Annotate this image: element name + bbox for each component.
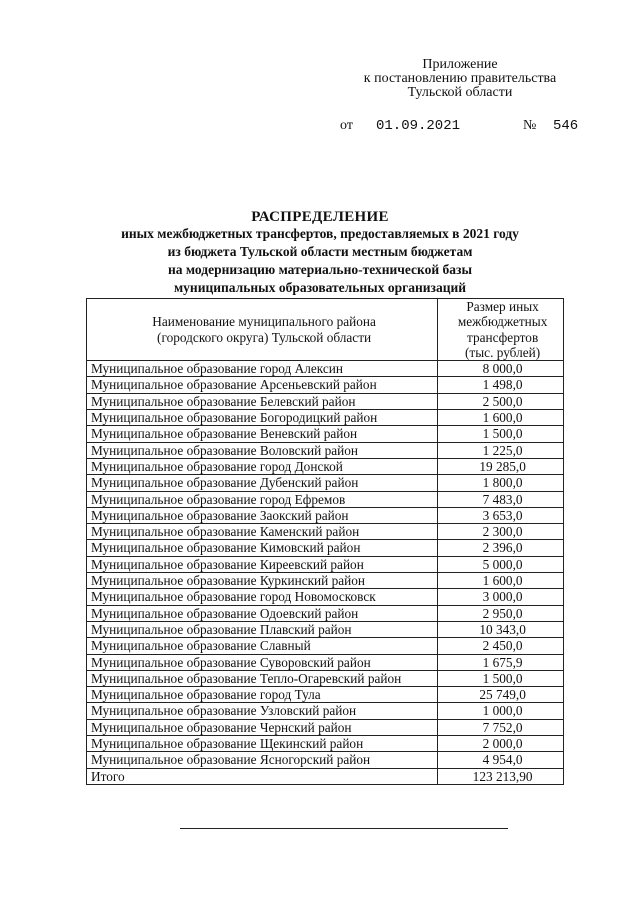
amount-cell: 25 749,0 [438, 687, 564, 703]
amount-cell: 8 000,0 [438, 361, 564, 377]
municipality-name-cell: Муниципальное образование Богородицкий район [87, 410, 438, 426]
amount-cell: 2 000,0 [438, 736, 564, 752]
footer-divider [180, 828, 508, 829]
amount-cell: 1 675,9 [438, 654, 564, 670]
municipality-name-cell: Муниципальное образование город Ефремов [87, 491, 438, 507]
table-row [87, 410, 564, 426]
amount-cell: 3 653,0 [438, 507, 564, 523]
header-amount-line: трансфертов [466, 329, 539, 345]
table-row [87, 654, 564, 670]
municipality-name-cell: Муниципальное образование Арсеньевский район [87, 377, 438, 393]
table-row [87, 361, 564, 377]
header-amount-line: (тыс. рублей) [465, 344, 541, 360]
municipality-name-cell: Муниципальное образование Кимовский район [87, 540, 438, 556]
municipality-name-cell: Муниципальное образование Веневский район [87, 426, 438, 442]
municipality-name-cell: Муниципальное образование Славный [87, 638, 438, 654]
order-number-label: № [523, 118, 537, 133]
table-row [87, 670, 564, 686]
table-row [87, 621, 564, 637]
municipality-name-cell: Муниципальное образование город Алексин [87, 361, 438, 377]
table-body [87, 361, 564, 785]
amount-cell: 5 000,0 [438, 556, 564, 572]
amount-cell: 1 225,0 [438, 442, 564, 458]
table-row [87, 736, 564, 752]
order-date: 01.09.2021 [376, 118, 461, 134]
amount-cell: 1 000,0 [438, 703, 564, 719]
header-name-cell [87, 299, 438, 361]
title-main: РАСПРЕДЕЛЕНИЕ [251, 209, 389, 225]
table-row [87, 377, 564, 393]
table-row [87, 752, 564, 768]
amount-cell: 7 752,0 [438, 719, 564, 735]
table-row [87, 426, 564, 442]
table-row [87, 507, 564, 523]
municipality-name-cell: Муниципальное образование Киреевский район [87, 556, 438, 572]
municipality-name-cell: Муниципальное образование Заокский район [87, 507, 438, 523]
appendix-block [350, 58, 570, 100]
table-row [87, 442, 564, 458]
amount-cell: 3 000,0 [438, 589, 564, 605]
municipality-name-cell: Муниципальное образование Чернский район [87, 719, 438, 735]
amount-cell: 1 498,0 [438, 377, 564, 393]
appendix-line: Приложение [422, 57, 498, 72]
municipality-name-cell: Муниципальное образование Щекинский район [87, 736, 438, 752]
amount-cell: 2 396,0 [438, 540, 564, 556]
appendix-line: Тульской области [407, 85, 513, 100]
header-amount-line: межбюджетных [457, 314, 548, 330]
municipality-name-cell: Муниципальное образование Одоевский район [87, 605, 438, 621]
amount-cell: 19 285,0 [438, 458, 564, 474]
table-row [87, 458, 564, 474]
distribution-table [86, 298, 564, 785]
title-line: иных межбюджетных трансфертов, предоставляемых в 2021 году [121, 226, 519, 241]
table-row [87, 703, 564, 719]
amount-cell: 2 950,0 [438, 605, 564, 621]
amount-cell: 2 500,0 [438, 393, 564, 409]
table-row [87, 491, 564, 507]
header-amount-cell [438, 299, 564, 361]
municipality-name-cell: Муниципальное образование Ясногорский район [87, 752, 438, 768]
municipality-name-cell: Муниципальное образование Суворовский район [87, 654, 438, 670]
municipality-name-cell: Муниципальное образование Плавский район [87, 621, 438, 637]
table-row [87, 475, 564, 491]
municipality-name-cell: Муниципальное образование Белевский район [87, 393, 438, 409]
table-row [87, 719, 564, 735]
table-row [87, 687, 564, 703]
title-line: муниципальных образовательных организаций [173, 280, 467, 295]
header-name-line: Наименование муниципального района [152, 314, 376, 330]
header-amount-line: Размер иных [466, 299, 539, 314]
table-row [87, 605, 564, 621]
title-line: из бюджета Тульской области местным бюджетам [167, 244, 473, 259]
municipality-name-cell: Муниципальное образование Куркинский район [87, 573, 438, 589]
municipality-name-cell: Муниципальное образование Узловский район [87, 703, 438, 719]
document-title [80, 209, 560, 297]
table-header-row [87, 299, 564, 361]
amount-cell: 4 954,0 [438, 752, 564, 768]
table-row [87, 556, 564, 572]
municipality-name-cell: Муниципальное образование город Донской [87, 458, 438, 474]
municipality-name-cell: Муниципальное образование Дубенский район [87, 475, 438, 491]
amount-cell: 2 300,0 [438, 524, 564, 540]
appendix-line: к постановлению правительства [363, 71, 557, 86]
total-row [87, 768, 564, 784]
amount-cell: 2 450,0 [438, 638, 564, 654]
order-from-label: от [340, 118, 353, 133]
municipality-name-cell: Муниципальное образование Каменский район [87, 524, 438, 540]
order-number: 546 [553, 118, 579, 134]
municipality-name-cell: Итого [87, 768, 438, 784]
table-row [87, 540, 564, 556]
header-name-line: (городского округа) Тульской области [157, 329, 372, 345]
amount-cell: 10 343,0 [438, 621, 564, 637]
table-row [87, 393, 564, 409]
title-line: на модернизацию материально-технической базы [167, 262, 472, 277]
municipality-name-cell: Муниципальное образование город Новомосковск [87, 589, 438, 605]
table-row [87, 589, 564, 605]
municipality-name-cell: Муниципальное образование Тепло-Огаревский район [87, 670, 438, 686]
municipality-name-cell: Муниципальное образование город Тула [87, 687, 438, 703]
amount-cell: 1 500,0 [438, 426, 564, 442]
table-row [87, 524, 564, 540]
municipality-name-cell: Муниципальное образование Воловский район [87, 442, 438, 458]
table-row [87, 573, 564, 589]
amount-cell: 1 800,0 [438, 475, 564, 491]
amount-cell: 123 213,90 [438, 768, 564, 784]
amount-cell: 1 600,0 [438, 573, 564, 589]
amount-cell: 1 600,0 [438, 410, 564, 426]
amount-cell: 7 483,0 [438, 491, 564, 507]
amount-cell: 1 500,0 [438, 670, 564, 686]
table-row [87, 638, 564, 654]
